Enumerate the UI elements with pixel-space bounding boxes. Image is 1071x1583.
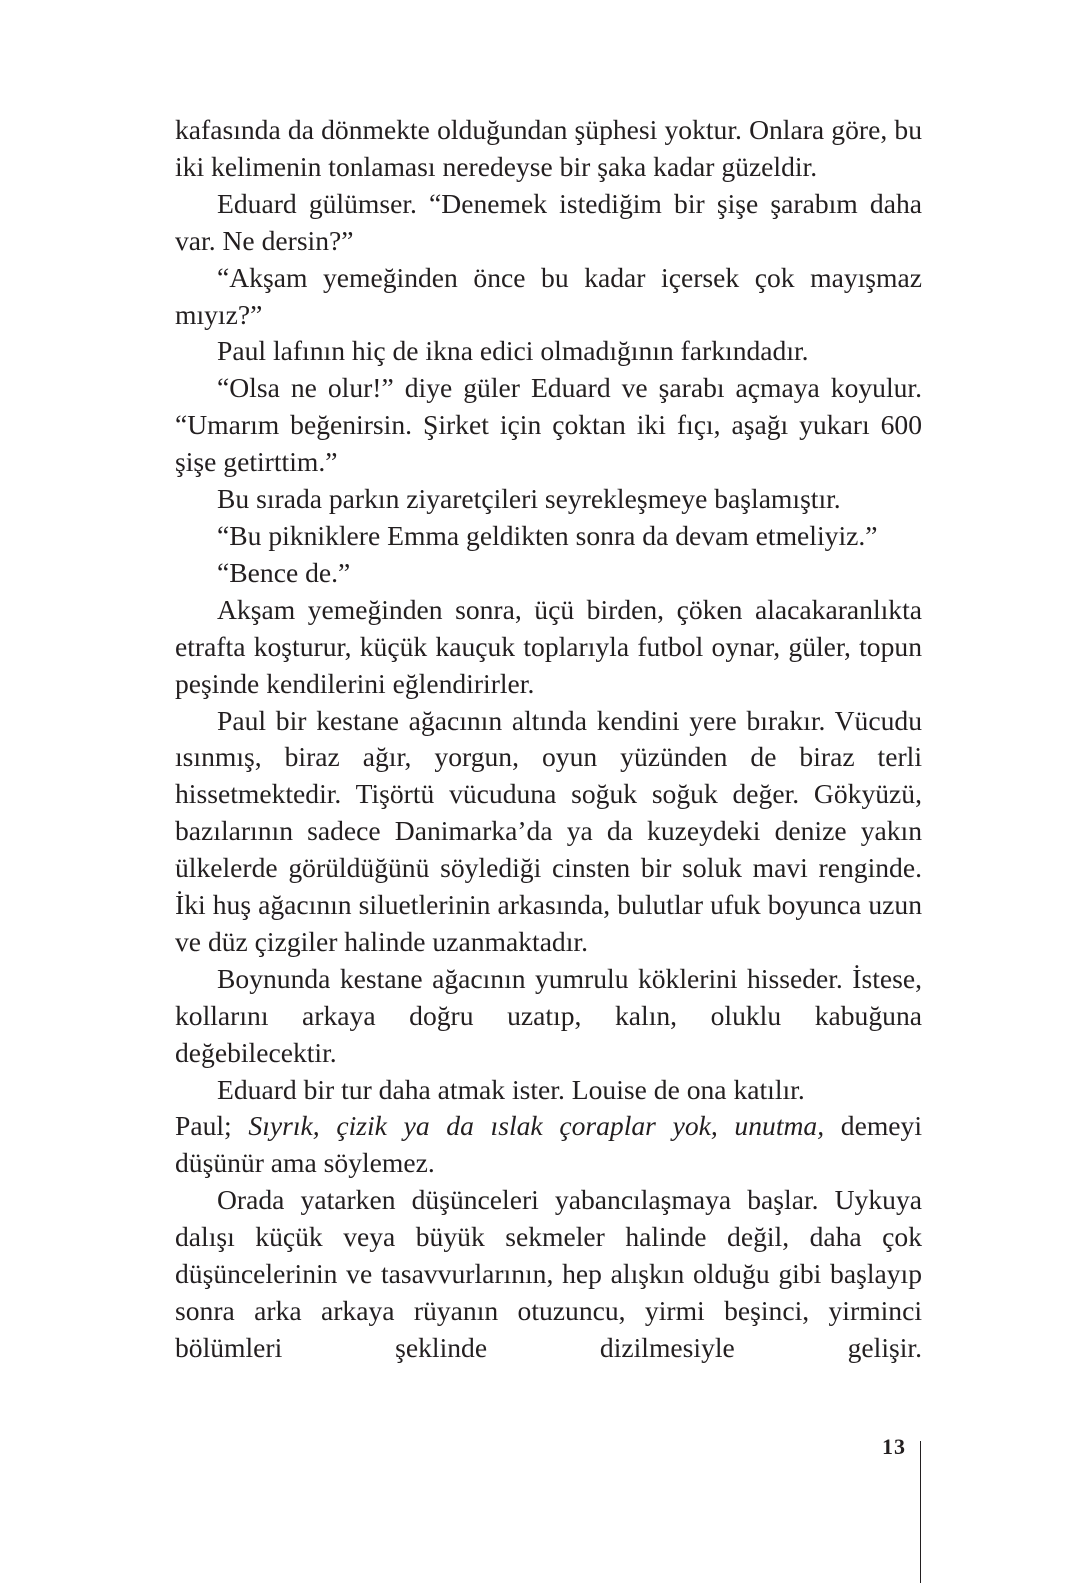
paragraph: Akşam yemeğinden sonra, üçü birden, çöken alacakaranlıkta etrafta koşturur, küçük kauçuk toplarıyla futbol oynar, güler, topun peşinde kendilerini eğlendirirler.: [175, 593, 922, 699]
body-text: [175, 112, 922, 1367]
paragraph: Paul bir kestane ağacının altında kendini yere bırakır. Vücudu ısınmış, biraz ağır, yorgun, oyun yüzünden de biraz terli hissetmektedir. Tişörtü vücuduna soğuk soğuk değer. Gökyüzü, bazılarının sadece Danimarka’da ya da kuzeydeki denize yakın ülkelerde görüldüğünü söylediği cinsten bir soluk mavi renginde. İki huş ağacının siluetlerinin arkasında, bulutlar ufuk boyunca uzun ve düz çizgiler halinde uzanmaktadır.: [175, 704, 922, 957]
paragraph: “Akşam yemeğinden önce bu kadar içersek çok mayışmaz mıyız?”: [175, 261, 922, 330]
paul-thought-lead: Paul;: [175, 1110, 249, 1142]
paragraph: Bu sırada parkın ziyaretçileri seyrekleşmeye başlamıştır.: [217, 483, 841, 515]
paragraph: Eduard bir tur daha atmak ister. Louise de ona katılır.: [217, 1073, 805, 1105]
paragraph: kafasında da dönmekte olduğundan şüphesi yoktur. Onlara göre, bu iki kelimenin tonlaması neredeyse bir şaka kadar güzeldir.: [175, 114, 922, 182]
page-number: 13: [882, 1434, 906, 1459]
paragraph: Paul lafının hiç de ikna edici olmadığının farkındadır.: [217, 335, 809, 367]
margin-rule: [920, 1441, 921, 1583]
paragraph: “Bu pikniklere Emma geldikten sonra da devam etmeliyiz.”: [217, 519, 878, 551]
paragraph: Orada yatarken düşünceleri yabancılaşmaya başlar. Uykuya dalışı küçük veya büyük sekmeler halinde değil, daha çok düşüncelerinin ve tasavvurlarının, hep alışkın olduğu gibi başlayıp sonra arka arkaya rüyanın otuzuncu, yirmi beşinci, yirminci bölümleri şeklinde dizilmesiyle gelişir.: [175, 1184, 922, 1363]
paragraph: “Bence de.”: [217, 556, 351, 588]
paragraph: “Olsa ne olur!” diye güler Eduard ve şarabı açmaya koyulur. “Umarım beğenirsin. Şirket için çoktan iki fıçı, aşağı yukarı 600 şişe getirttim.”: [175, 372, 922, 478]
paragraph: Eduard gülümser. “Denemek istediğim bir şişe şarabım daha var. Ne dersin?”: [175, 187, 922, 256]
paragraph: Boynunda kestane ağacının yumrulu köklerini hisseder. İstese, kollarını arkaya doğru uzatıp, kalın, oluklu kabuğuna değebilecektir.: [175, 962, 922, 1068]
paul-thought-tail: demeyi düşünür ama söylemez.: [175, 1110, 922, 1179]
paragraph-paul-thought: [175, 1108, 922, 1182]
paul-thought-italic: Sıyrık, çizik ya da ıslak çoraplar yok, unutma,: [248, 1110, 825, 1142]
